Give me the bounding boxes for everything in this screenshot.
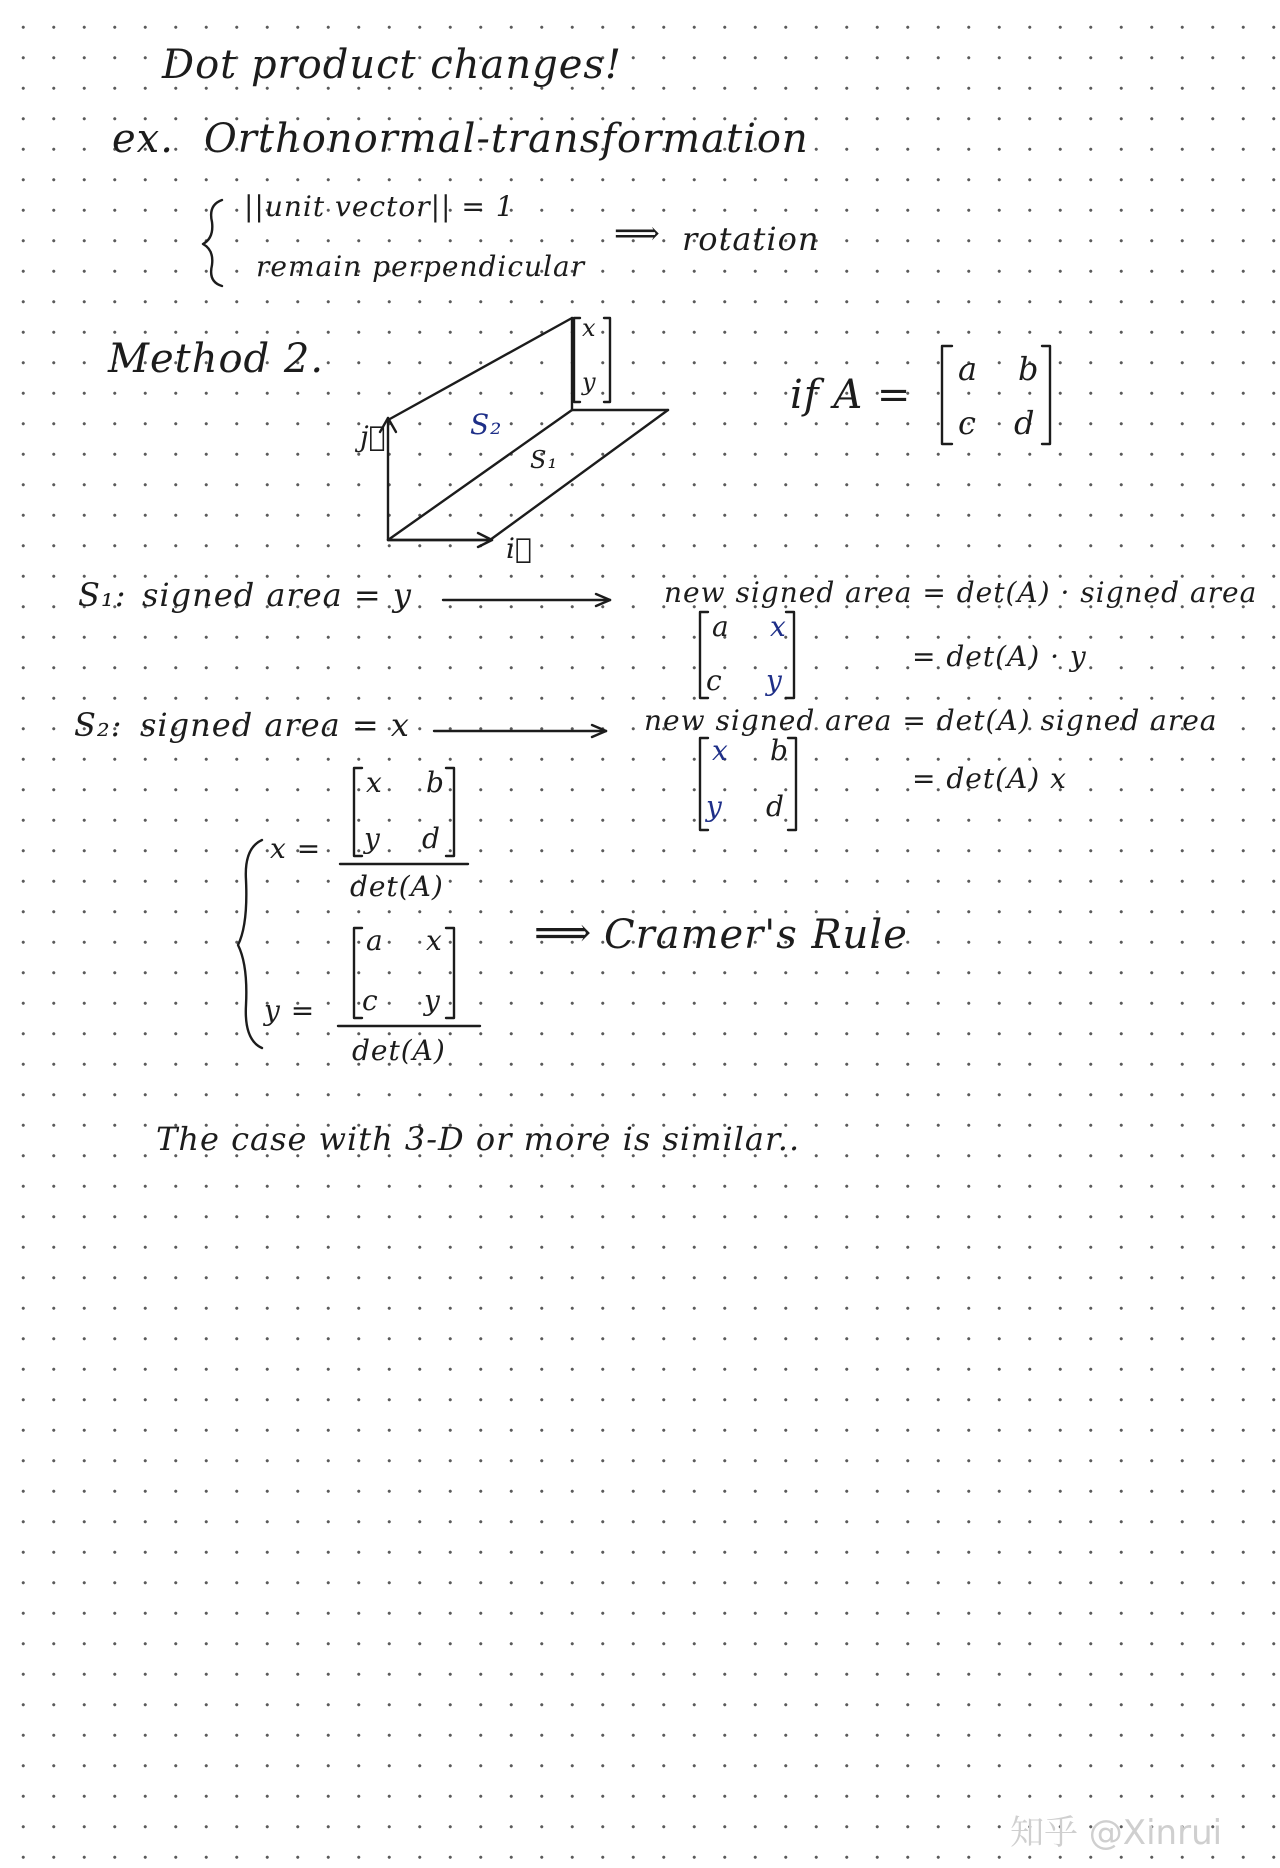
rotation-text: rotation xyxy=(682,220,820,258)
j-vector-label: j⃗ xyxy=(360,420,387,453)
title-text: Dot product changes! xyxy=(162,42,622,88)
cramer-brace xyxy=(238,840,262,1048)
s1-matrix-x: x xyxy=(770,610,787,643)
s1-matrix-y: y xyxy=(766,664,783,697)
cramer-implies-arrow: ⟹ xyxy=(534,910,593,956)
matrix-a-entry-a: a xyxy=(958,350,979,388)
matrix-a-entry-d: d xyxy=(1014,404,1036,442)
cramer-x-m21: y xyxy=(364,822,381,855)
s2-matrix-b: b xyxy=(770,734,789,767)
cramer-y-m12: x xyxy=(426,924,443,957)
cramers-rule-text: Cramer's Rule xyxy=(604,912,908,958)
s1-signed-area: signed area = y xyxy=(142,576,412,614)
s1-label: S₁: xyxy=(78,576,127,614)
s1-diagram-label: S₁ xyxy=(530,446,559,474)
s2-label: S₂: xyxy=(74,706,123,744)
s1-matrix-a: a xyxy=(712,610,730,643)
s1-matrix-c: c xyxy=(706,664,723,697)
closing-sentence: The case with 3-D or more is similar.. xyxy=(156,1120,801,1158)
cramer-y-m11: a xyxy=(366,924,384,957)
matrix-a-right-bracket xyxy=(1042,346,1050,444)
example-text: Orthonormal-transformation xyxy=(204,116,809,162)
method-heading: Method 2. xyxy=(108,336,325,382)
cramer-y-denominator: det(A) xyxy=(352,1034,446,1067)
condition-unit-vector: ||unit vector|| = 1 xyxy=(244,190,515,223)
vector-label-x: x xyxy=(582,314,597,342)
condition-perpendicular: remain perpendicular xyxy=(256,250,586,283)
parallelogram-diagram xyxy=(380,318,668,547)
example-prefix: ex. xyxy=(112,116,174,162)
s1-new-signed-area: new signed area = det(A) · signed area xyxy=(664,576,1258,609)
s2-signed-area: signed area = x xyxy=(140,706,410,744)
s2-matrix-y: y xyxy=(706,790,723,823)
watermark: 知乎 @Xinrui xyxy=(1010,1813,1223,1853)
s2-diagram-label: S₂ xyxy=(470,408,503,441)
condition-brace xyxy=(203,200,222,286)
i-vector-label: i⃗ xyxy=(506,532,533,565)
cramer-y-m21: c xyxy=(362,984,379,1017)
vector-label-y: y xyxy=(582,368,597,396)
cramer-x-m22: d xyxy=(422,822,441,855)
matrix-a-left-bracket xyxy=(942,346,952,444)
cramer-y-m22: y xyxy=(424,984,441,1017)
implies-arrow-1: ⟹ xyxy=(614,214,661,252)
cramer-y-lhs: y = xyxy=(264,994,316,1027)
s2-new-signed-area: new signed area = det(A) signed area xyxy=(644,704,1218,737)
s2-matrix-d: d xyxy=(766,790,785,823)
s2-matrix-x: x xyxy=(712,734,729,767)
matrix-a-prefix: if A = xyxy=(790,372,912,418)
s1-result: = det(A) · y xyxy=(912,640,1087,673)
cramer-x-m12: b xyxy=(426,766,445,799)
cramer-x-denominator: det(A) xyxy=(350,870,444,903)
cramer-x-lhs: x = xyxy=(270,832,322,865)
cramer-x-m11: x xyxy=(366,766,383,799)
matrix-a-entry-b: b xyxy=(1018,350,1040,388)
s2-result: = det(A) x xyxy=(912,762,1067,795)
matrix-a-entry-c: c xyxy=(958,404,977,442)
